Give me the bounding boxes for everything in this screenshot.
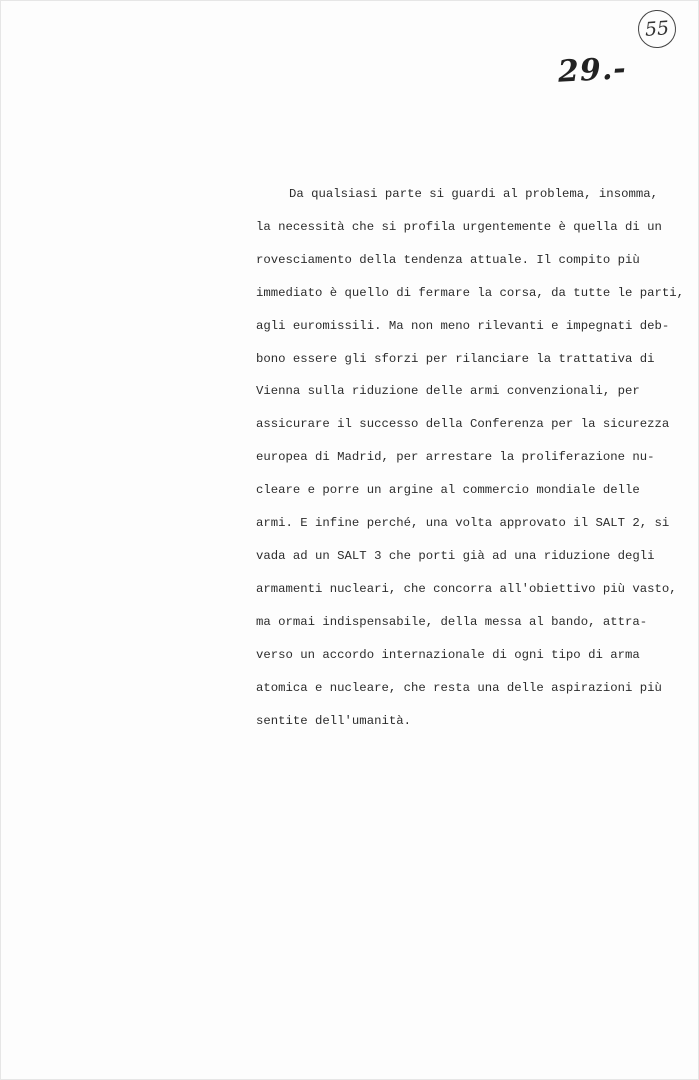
text-line: la necessità che si profila urgentemente è quella di un <box>256 219 662 234</box>
circled-number-text: 55 <box>644 17 670 41</box>
text-line: armi. E infine perché, una volta approvato il SALT 2, si <box>256 516 670 531</box>
text-line: assicurare il successo della Conferenza per la sicurezza <box>256 417 670 432</box>
text-line: bono essere gli sforzi per rilanciare la trattativa di <box>256 351 655 366</box>
text-line: armamenti nucleari, che concorra all'obiettivo più vasto, <box>256 581 677 596</box>
text-line: verso un accordo internazionale di ogni tipo di arma <box>256 647 640 662</box>
text-line: europea di Madrid, per arrestare la proliferazione nu- <box>256 450 655 465</box>
text-line: Vienna sulla riduzione delle armi convenzionali, per <box>256 384 640 399</box>
body-paragraph <box>256 178 685 737</box>
text-line: sentite dell'umanità. <box>256 713 411 728</box>
text-line: agli euromissili. Ma non meno rilevanti e impegnati deb- <box>256 318 670 333</box>
handwritten-page-number: 29.- <box>557 51 628 90</box>
text-line: atomica e nucleare, che resta una delle aspirazioni più <box>256 680 662 695</box>
text-line: ma ormai indispensabile, della messa al bando, attra- <box>256 614 648 629</box>
text-line: cleare e porre un argine al commercio mondiale delle <box>256 483 640 498</box>
circled-page-annotation <box>637 9 678 50</box>
text-line: Da qualsiasi parte si guardi al problema, insomma, <box>289 187 658 201</box>
text-line: rovesciamento della tendenza attuale. Il compito più <box>256 252 640 267</box>
text-line: immediato è quello di fermare la corsa, da tutte le parti, <box>256 285 685 300</box>
text-line: vada ad un SALT 3 che porti già ad una riduzione degli <box>256 548 655 563</box>
